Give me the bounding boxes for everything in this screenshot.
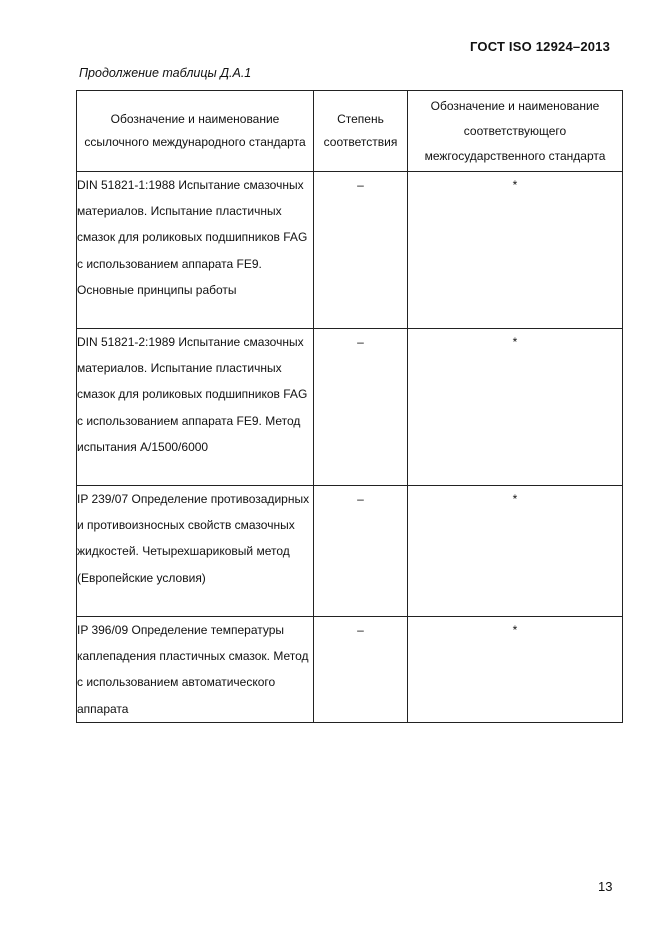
degree-cell: – (314, 329, 408, 486)
column-header-degree-of-conformity: Степень соответствия (314, 91, 408, 172)
table-row (77, 617, 623, 723)
standard-name-cell: IP 396/09 Определение температуры каплепадения пластичных смазок. Метод с использованием автоматического аппарата (77, 617, 314, 723)
degree-cell: – (314, 486, 408, 617)
column-header-interstate-standard: Обозначение и наименование соответствующего межгосударственного стандарта (408, 91, 623, 172)
interstate-standard-cell: * (408, 617, 623, 723)
interstate-standard-cell: * (408, 172, 623, 329)
table-row (77, 329, 623, 486)
interstate-standard-cell: * (408, 486, 623, 617)
column-header-international-standard: Обозначение и наименование ссылочного международного стандарта (77, 91, 314, 172)
table-header-row (77, 91, 623, 172)
degree-cell: – (314, 617, 408, 723)
table-row (77, 486, 623, 617)
degree-cell: – (314, 172, 408, 329)
table-caption: Продолжение таблицы Д.А.1 (79, 66, 252, 80)
document-code: ГОСТ ISO 12924–2013 (470, 39, 611, 54)
interstate-standard-cell: * (408, 329, 623, 486)
standard-name-cell: DIN 51821-1:1988 Испытание смазочных материалов. Испытание пластичных смазок для роликовых подшипников FAG с использованием аппарата FE9. Основные принципы работы (77, 172, 314, 329)
table-row (77, 172, 623, 329)
standards-table (76, 90, 623, 723)
standard-name-cell: DIN 51821-2:1989 Испытание смазочных материалов. Испытание пластичных смазок для роликовых подшипников FAG с использованием аппарата FE9. Метод испытания A/1500/6000 (77, 329, 314, 486)
page-number: 13 (598, 879, 613, 894)
standard-name-cell: IP 239/07 Определение противозадирных и противоизносных свойств смазочных жидкостей. Четырехшариковый метод (Европейские условия) (77, 486, 314, 617)
